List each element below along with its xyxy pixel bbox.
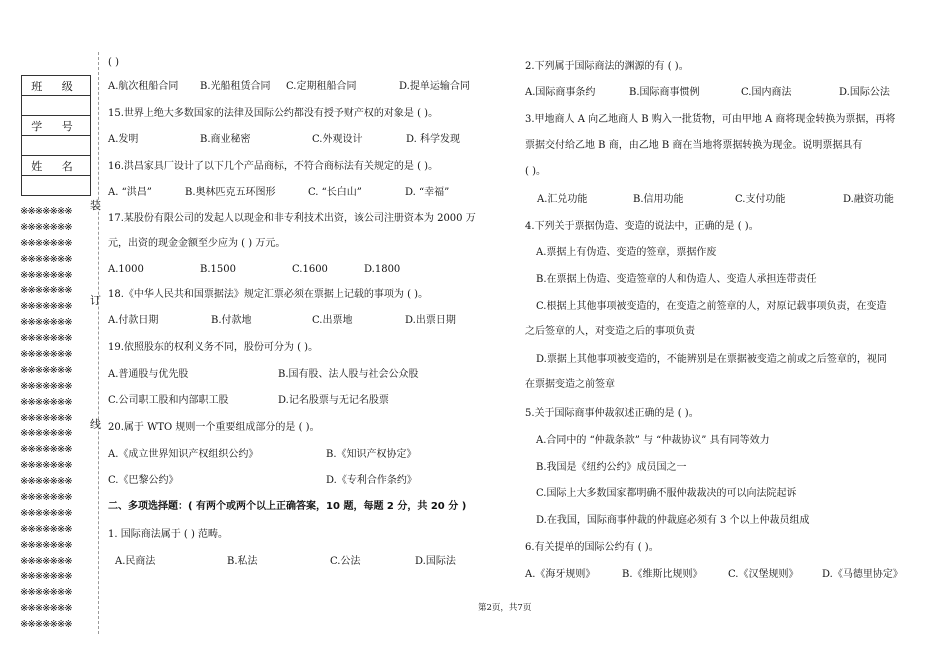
binding-margin-row: ※※※※※※※: [20, 555, 72, 567]
option-a: A.民商法: [115, 556, 156, 567]
binding-margin-row: ※※※※※※※: [20, 349, 72, 361]
option-d: D.1800: [364, 264, 401, 275]
option-d: D.在我国，国际商事仲裁的仲裁庭必须有 3 个以上仲裁员组成: [536, 515, 810, 526]
page-number-footer: 第2页，共7页: [478, 603, 532, 613]
mc-question-5: 5.关于国际商事仲裁叙述正确的是 ( )。: [525, 408, 699, 419]
option-d-cont: 在票据变造之前签章: [525, 379, 615, 390]
option-c: C.1600: [292, 264, 328, 275]
option-a: A.合同中的 “仲裁条款” 与 “仲裁协议” 具有同等效力: [536, 435, 770, 446]
binding-margin-row: ※※※※※※※: [20, 317, 72, 329]
binding-margin-row: ※※※※※※※: [20, 396, 72, 408]
student-info-table: [21, 75, 91, 196]
option-a: A.普通股与优先股: [108, 369, 189, 380]
binding-margin-row: ※※※※※※※: [20, 380, 72, 392]
binding-margin-row: ※※※※※※※: [20, 492, 72, 504]
binding-margin-row: ※※※※※※※: [20, 206, 72, 217]
option-c: C. “长白山”: [308, 187, 362, 198]
mc-question-2: 2.下列属于国际商法的渊源的有 ( )。: [525, 61, 689, 72]
question-16: 16.洪昌家具厂设计了以下几个产品商标，不符合商标法有关规定的是 ( )。: [108, 161, 439, 172]
name-label: 姓 名: [22, 156, 91, 176]
option-d: D.记名股票与无记名股票: [278, 395, 389, 406]
binding-margin-row: ※※※※※※※: [20, 603, 72, 615]
option-c: C.根据上其他事项被变造的，在变造之前签章的人，对原记载事项负责，在变造: [536, 301, 887, 312]
binding-margin-row: ※※※※※※※: [20, 619, 72, 631]
option-d: D.融资功能: [843, 194, 894, 205]
option-c: C.出票地: [312, 315, 353, 326]
student-id-label: 学 号: [22, 116, 91, 136]
option-b: B.国有股、法人股与社会公众股: [278, 369, 419, 380]
mc-question-6: 6.有关提单的国际公约有 ( )。: [525, 542, 659, 553]
option-b: B.在票据上伪造、变造签章的人和伪造人、变造人承担连带责任: [536, 274, 817, 285]
binding-margin-row: ※※※※※※※: [20, 523, 72, 535]
option-a: A.《海牙规则》: [525, 569, 596, 580]
binding-margin-row: ※※※※※※※: [20, 253, 72, 265]
binding-margin-row: ※※※※※※※: [20, 428, 72, 440]
option-d: D.出票日期: [405, 315, 456, 326]
binding-margin-row: ※※※※※※※: [20, 571, 72, 583]
answer-blank: ( )。: [525, 166, 546, 177]
option-b: B.《维斯比规则》: [622, 569, 703, 580]
binding-margin-row: ※※※※※※※: [20, 221, 72, 233]
option-b: B.信用功能: [633, 194, 684, 205]
option-d: D. 科学发现: [406, 134, 461, 145]
option-c: C.国际上大多数国家都明确不服仲裁裁决的可以向法院起诉: [536, 488, 797, 499]
option-b: B.奥林匹克五环图形: [185, 187, 276, 198]
binding-line: [98, 52, 99, 634]
mc-question-1: 1. 国际商法属于 ( ) 范畴。: [108, 529, 229, 540]
option-b: B.商业秘密: [200, 134, 251, 145]
binding-margin-row: ※※※※※※※: [20, 539, 72, 551]
option-d: D.国际公法: [839, 87, 890, 98]
question-20: 20.属于 WTO 规则一个重要组成部分的是 ( )。: [108, 422, 320, 433]
answer-blank: ( ): [108, 57, 119, 68]
option-d: D.国际法: [415, 556, 456, 567]
class-field: [22, 96, 91, 116]
binding-margin-row: ※※※※※※※: [20, 507, 72, 519]
option-c: C.《汉堡规则》: [728, 569, 799, 580]
option-c: C.外观设计: [312, 134, 363, 145]
option-a: A.票据上有伪造、变造的签章，票据作废: [536, 247, 717, 258]
bind-char-xian: 线: [90, 418, 101, 431]
option-d: D. “幸福”: [405, 187, 450, 198]
binding-margin-row: ※※※※※※※: [20, 460, 72, 472]
mc-question-3-cont: 票据交付给乙地 B 商，由乙地 B 商在当地将票据转换为现金。说明票据具有: [525, 140, 863, 151]
binding-margin-row: ※※※※※※※: [20, 285, 72, 297]
option-c: C.《巴黎公约》: [108, 475, 179, 486]
option-a: A.《成立世界知识产权组织公约》: [108, 449, 259, 460]
option-d: D.提单运输合同: [399, 81, 470, 92]
option-d: D.《马德里协定》: [822, 569, 903, 580]
question-18: 18.《中华人民共和国票据法》规定汇票必须在票据上记载的事项为 ( )。: [108, 289, 429, 300]
option-a: A.1000: [108, 264, 144, 275]
binding-margin-row: ※※※※※※※: [20, 333, 72, 345]
section-heading-multiple-choice: 二、多项选择题：( 有两个或两个以上正确答案，10 题，每题 2 分，共 20 分 ): [108, 501, 467, 512]
binding-margin-row: ※※※※※※※: [20, 412, 72, 424]
class-label: 班 级: [22, 76, 91, 96]
option-b: B.国际商事惯例: [629, 87, 700, 98]
binding-margin-row: ※※※※※※※: [20, 364, 72, 376]
option-a: A.航次租船合同: [108, 81, 179, 92]
option-a: A.付款日期: [108, 315, 159, 326]
option-c: C.定期租船合同: [286, 81, 357, 92]
option-c: C.支付功能: [735, 194, 786, 205]
question-15: 15.世界上绝大多数国家的法律及国际公约都没有授予财产权的对象是 ( )。: [108, 108, 439, 119]
option-b: B.我国是《纽约公约》成员国之一: [536, 462, 687, 473]
option-b: B.光船租赁合同: [200, 81, 271, 92]
bind-char-zhuang: 装: [90, 199, 101, 212]
option-b: B.付款地: [211, 315, 252, 326]
option-a: A. “洪昌”: [108, 187, 152, 198]
binding-margin-strip: [20, 204, 92, 633]
option-a: A.汇兑功能: [537, 194, 588, 205]
binding-margin-row: ※※※※※※※: [20, 587, 72, 599]
mc-question-3: 3.甲地商人 A 向乙地商人 B 购入一批货物，可由甲地 A 商将现金转换为票据，再将: [525, 114, 896, 125]
student-id-field: [22, 136, 91, 156]
option-d: D.《专利合作条约》: [326, 475, 417, 486]
bind-char-ding: 订: [90, 294, 101, 307]
binding-margin-row: ※※※※※※※: [20, 476, 72, 488]
option-b: B.私法: [227, 556, 258, 567]
option-c: C.公法: [330, 556, 361, 567]
option-b: B.《知识产权协定》: [326, 449, 417, 460]
option-a: A.发明: [108, 134, 139, 145]
option-a: A.国际商事条约: [525, 87, 596, 98]
name-field: [22, 176, 91, 196]
question-17: 17.某股份有限公司的发起人以现金和非专利技术出资，该公司注册资本为 2000 万: [108, 213, 476, 224]
binding-margin-row: ※※※※※※※: [20, 444, 72, 456]
question-17-cont: 元，出资的现金金额至少应为 ( ) 万元。: [108, 238, 286, 249]
option-b: B.1500: [200, 264, 236, 275]
option-c-cont: 之后签章的人，对变造之后的事项负责: [525, 326, 695, 337]
option-d: D.票据上其他事项被变造的，不能辨别是在票据被变造之前或之后签章的，视同: [536, 354, 887, 365]
binding-margin-row: ※※※※※※※: [20, 301, 72, 313]
mc-question-4: 4.下列关于票据伪造、变造的说法中，正确的是 ( )。: [525, 221, 759, 232]
question-19: 19.依照股东的权利义务不同，股份可分为 ( )。: [108, 342, 319, 353]
binding-margin-row: ※※※※※※※: [20, 269, 72, 281]
binding-margin-row: ※※※※※※※: [20, 237, 72, 249]
option-c: C.公司职工股和内部职工股: [108, 395, 229, 406]
option-c: C.国内商法: [741, 87, 792, 98]
